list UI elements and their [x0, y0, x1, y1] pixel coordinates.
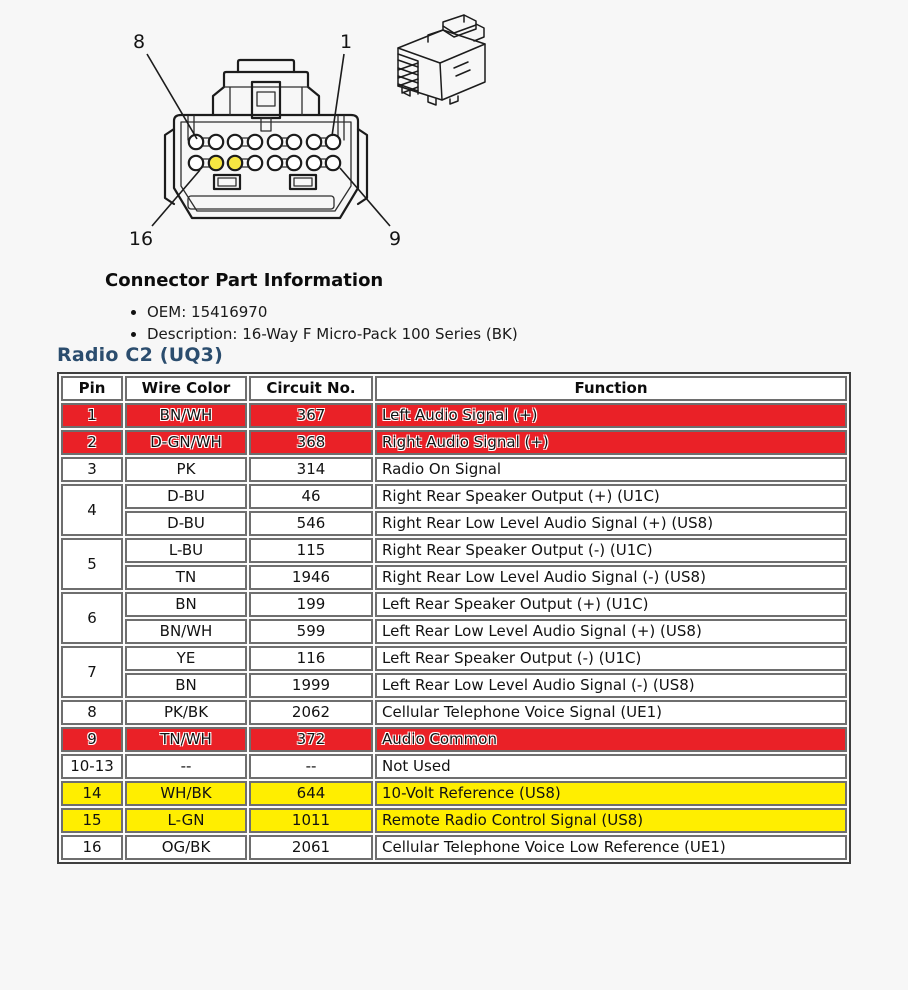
function-cell: Audio Common	[375, 727, 847, 752]
circuit-no-cell: 367	[249, 403, 373, 428]
circuit-no-cell: 372	[249, 727, 373, 752]
pin-cell: 16	[61, 835, 123, 860]
circuit-no-cell: 1011	[249, 808, 373, 833]
function-cell: Remote Radio Control Signal (US8)	[375, 808, 847, 833]
table-row	[61, 565, 847, 590]
circuit-no-cell: --	[249, 754, 373, 779]
table-row	[61, 430, 847, 455]
pin-label-1: 1	[339, 31, 353, 53]
pin-circle-12	[268, 156, 282, 170]
circuit-no-cell: 644	[249, 781, 373, 806]
table-row	[61, 727, 847, 752]
connector-info-list	[131, 301, 518, 345]
pin-circle-16	[189, 156, 203, 170]
col-header-wire: Wire Color	[125, 376, 247, 401]
table-row	[61, 538, 847, 563]
function-cell: Right Rear Low Level Audio Signal (-) (US8)	[375, 565, 847, 590]
circuit-no-cell: 368	[249, 430, 373, 455]
table-row	[61, 754, 847, 779]
pin-circle-1	[326, 135, 340, 149]
function-cell: Right Rear Speaker Output (-) (U1C)	[375, 538, 847, 563]
table-row	[61, 403, 847, 428]
connector-front-view	[165, 60, 367, 218]
wire-color-cell: BN/WH	[125, 403, 247, 428]
pin-label-8: 8	[132, 31, 146, 53]
pin-label-16: 16	[128, 228, 154, 250]
pin-cell: 1	[61, 403, 123, 428]
pin-circle-6	[228, 135, 242, 149]
function-cell: Right Rear Low Level Audio Signal (+) (US8)	[375, 511, 847, 536]
wire-color-cell: BN	[125, 592, 247, 617]
pin-circle-13	[248, 156, 262, 170]
circuit-no-cell: 2061	[249, 835, 373, 860]
pin-cell: 15	[61, 808, 123, 833]
wire-color-cell: TN	[125, 565, 247, 590]
wire-color-cell: L-GN	[125, 808, 247, 833]
table-row	[61, 700, 847, 725]
wire-color-cell: D-GN/WH	[125, 430, 247, 455]
description-bullet	[131, 323, 518, 345]
function-cell: Right Rear Speaker Output (+) (U1C)	[375, 484, 847, 509]
pin-circle-10	[307, 156, 321, 170]
table-row	[61, 592, 847, 617]
wire-color-cell: PK/BK	[125, 700, 247, 725]
wire-color-cell: TN/WH	[125, 727, 247, 752]
pin-circle-3	[287, 135, 301, 149]
table-row	[61, 673, 847, 698]
wire-color-cell: BN	[125, 673, 247, 698]
pinout-table	[57, 372, 851, 864]
bullet-dot-icon	[131, 310, 136, 315]
pin-circle-14	[228, 156, 242, 170]
circuit-no-cell: 116	[249, 646, 373, 671]
pin-circle-4	[268, 135, 282, 149]
pin-circle-9	[326, 156, 340, 170]
circuit-no-cell: 2062	[249, 700, 373, 725]
pin-circle-7	[209, 135, 223, 149]
function-cell: Cellular Telephone Voice Low Reference (UE1)	[375, 835, 847, 860]
wire-color-cell: PK	[125, 457, 247, 482]
circuit-no-cell: 46	[249, 484, 373, 509]
table-row	[61, 646, 847, 671]
function-cell: Right Audio Signal (+)	[375, 430, 847, 455]
oem-bullet	[131, 301, 518, 323]
pin-cell: 7	[61, 646, 123, 698]
table-row	[61, 511, 847, 536]
wire-color-cell: L-BU	[125, 538, 247, 563]
pin-label-9: 9	[388, 228, 402, 250]
oem-text: OEM: 15416970	[147, 303, 268, 321]
connector-diagram	[0, 0, 520, 262]
table-row	[61, 781, 847, 806]
pin-cell: 2	[61, 430, 123, 455]
pin-table-body	[61, 403, 847, 860]
wire-color-cell: BN/WH	[125, 619, 247, 644]
pin-circle-2	[307, 135, 321, 149]
table-row	[61, 619, 847, 644]
wire-color-cell: WH/BK	[125, 781, 247, 806]
pin-circle-5	[248, 135, 262, 149]
pin-cell: 3	[61, 457, 123, 482]
table-row	[61, 835, 847, 860]
table-row	[61, 457, 847, 482]
circuit-no-cell: 1999	[249, 673, 373, 698]
section-title-radio-c2: Radio C2 (UQ3)	[57, 344, 223, 366]
function-cell: Left Audio Signal (+)	[375, 403, 847, 428]
circuit-no-cell: 599	[249, 619, 373, 644]
function-cell: Radio On Signal	[375, 457, 847, 482]
circuit-no-cell: 546	[249, 511, 373, 536]
bullet-dot-icon	[131, 332, 136, 337]
pin-cell: 10-13	[61, 754, 123, 779]
table-header-row	[61, 376, 847, 401]
pin-cell: 9	[61, 727, 123, 752]
function-cell: Not Used	[375, 754, 847, 779]
pin-circle-15	[209, 156, 223, 170]
function-cell: Left Rear Low Level Audio Signal (-) (US8)	[375, 673, 847, 698]
circuit-no-cell: 115	[249, 538, 373, 563]
pin-circle-11	[287, 156, 301, 170]
col-header-function: Function	[375, 376, 847, 401]
col-header-pin: Pin	[61, 376, 123, 401]
circuit-no-cell: 314	[249, 457, 373, 482]
connector-figure	[0, 0, 520, 262]
col-header-circuit: Circuit No.	[249, 376, 373, 401]
wire-color-cell: YE	[125, 646, 247, 671]
table-row	[61, 808, 847, 833]
wire-color-cell: --	[125, 754, 247, 779]
pin-cell: 5	[61, 538, 123, 590]
wire-color-cell: D-BU	[125, 484, 247, 509]
wire-color-cell: OG/BK	[125, 835, 247, 860]
pin-cell: 14	[61, 781, 123, 806]
wire-color-cell: D-BU	[125, 511, 247, 536]
circuit-no-cell: 1946	[249, 565, 373, 590]
function-cell: Left Rear Low Level Audio Signal (+) (US8)	[375, 619, 847, 644]
function-cell: Left Rear Speaker Output (+) (U1C)	[375, 592, 847, 617]
table-row	[61, 484, 847, 509]
circuit-no-cell: 199	[249, 592, 373, 617]
pin-cell: 6	[61, 592, 123, 644]
function-cell: 10-Volt Reference (US8)	[375, 781, 847, 806]
function-cell: Cellular Telephone Voice Signal (UE1)	[375, 700, 847, 725]
description-text: Description: 16-Way F Micro-Pack 100 Series (BK)	[147, 325, 518, 343]
connector-part-info-heading: Connector Part Information	[105, 270, 384, 291]
pin-cell: 4	[61, 484, 123, 536]
pin-cell: 8	[61, 700, 123, 725]
connector-isometric-view	[398, 15, 485, 105]
function-cell: Left Rear Speaker Output (-) (U1C)	[375, 646, 847, 671]
